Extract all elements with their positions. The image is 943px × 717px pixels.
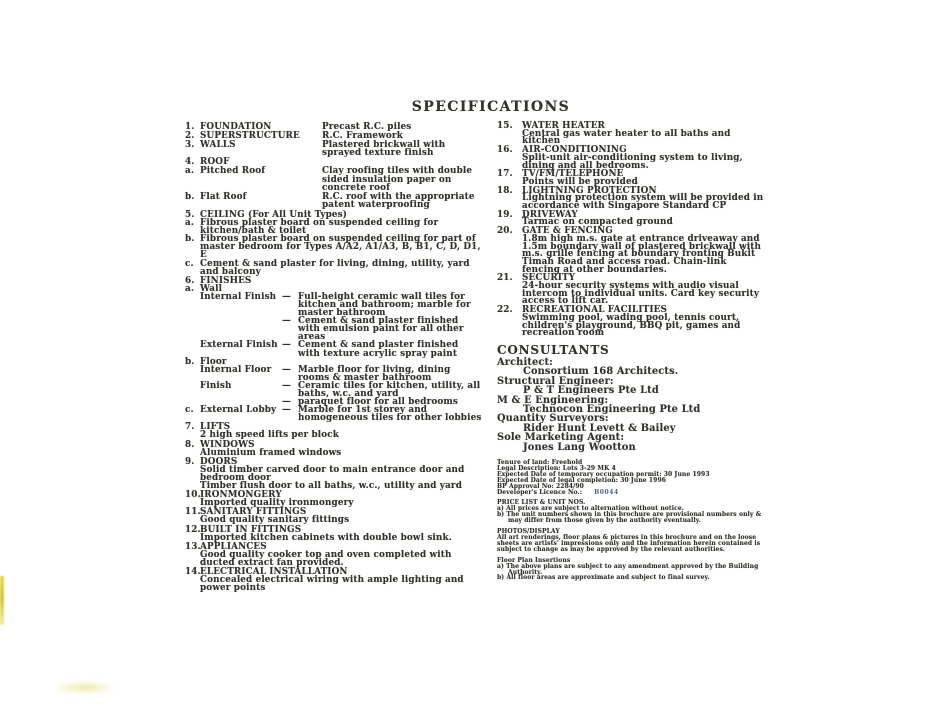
item-label: GATE & FENCING [522, 226, 613, 237]
item-number: 16. [497, 145, 513, 156]
legal-fine-print [497, 460, 767, 581]
spec-item-flat-roof [185, 193, 483, 209]
item-label: BUILT IN FITTINGS [200, 524, 302, 535]
sub-letter: a. [185, 283, 195, 294]
licence-number-stamp: B0044 [594, 488, 619, 496]
item-label: APPLIANCES [200, 541, 267, 552]
finish-desc: Cement & sand plaster finished with texture acrylic spray paint [298, 340, 459, 359]
spec-item-appliances [185, 543, 483, 567]
dash: — [282, 364, 291, 375]
price-note-b: b) The unit numbers shown in this brochure are provisional numbers only & may differ from those given by the authority eventually. [497, 511, 762, 525]
consultant-role: Structural Engineer: [497, 375, 614, 387]
spec-item-water-heater [497, 123, 767, 146]
spec-item-finishes [185, 277, 483, 423]
licence-line [497, 490, 767, 496]
sub-text: Floor [200, 356, 227, 367]
item-label: WATER HEATER [522, 121, 606, 131]
spec-item-security [497, 275, 767, 306]
tenure-line: Tenure of land: Freehold [497, 459, 583, 467]
item-label: LIGHTNING PROTECTION [522, 185, 657, 196]
finish-desc: Ceramic tiles for kitchen, utility, all baths, w.c. and yard [298, 380, 481, 399]
item-label: RECREATIONAL FACILITIES [522, 305, 667, 316]
finish-desc: Marble for 1st storey and homogeneous tiles for other lobbies [298, 405, 482, 424]
sub-letter: c. [185, 258, 194, 269]
item-desc: 1.8m high m.s. gate at entrance driveaway and 1.5m boundary wall of plastered brickwall with m.s. grille fencing at boundary fronting Bukit Timah Road and access road. Chain-link fencing at other boundaries. [522, 233, 761, 275]
finish-row-external-lobby [185, 406, 483, 422]
spec-item-built-in-fittings [185, 526, 483, 542]
page-title: SPECIFICATIONS [411, 99, 571, 115]
spec-item-recreational-facilities [497, 307, 767, 338]
item-number: 5. [185, 209, 195, 220]
item-desc: Plastered brickwall with sprayed texture finish [322, 140, 446, 159]
finish-row-external-wall [185, 341, 483, 357]
item-label: SECURITY [522, 273, 576, 284]
item-number: 19. [497, 209, 513, 220]
floor-plan-note-b: b) All floor areas are approximate and subject to final survey. [497, 574, 710, 582]
finish-desc: Marble floor for living, dining rooms & master bathroom [298, 364, 451, 383]
consultant-role: Quantity Surveyors: [497, 413, 609, 425]
item-label: SUPERSTRUCTURE [200, 131, 300, 142]
item-desc: Aluminium framed windows [200, 447, 342, 458]
item-number: 2. [185, 131, 195, 142]
finish-desc: Cement & sand plaster finished with emulsion paint for all other areas [298, 316, 464, 343]
item-desc: Central gas water heater to all baths and kitchen [522, 128, 731, 147]
spec-list-right [497, 123, 767, 581]
item-number: 8. [185, 439, 195, 450]
finish-row-internal-wall [185, 293, 483, 317]
item-number: b. [185, 191, 195, 202]
scan-edge-artifact [0, 576, 4, 625]
item-label: FOUNDATION [200, 122, 272, 132]
floor-plan-heading: Floor Plan Insertions [497, 556, 571, 564]
dash: — [282, 316, 291, 327]
item-desc: Imported kitchen cabinets with double bowl sink. [200, 532, 452, 543]
item-desc: R.C. roof with the appropriate patent waterproofing [322, 191, 475, 210]
dash: — [282, 291, 291, 302]
item-number: 17. [497, 169, 513, 180]
spec-item-ironmongery [185, 491, 483, 507]
item-desc: Tarmac on compacted ground [522, 217, 673, 228]
spec-item-lifts [185, 423, 483, 439]
floor-plan-note-a: a) The above plans are subject to any amendment approved by the Building Authority. [497, 562, 759, 576]
spec-item-pitched-roof [185, 167, 483, 191]
item-label: IRONMONGERY [200, 490, 282, 501]
consultant-entry [497, 414, 767, 433]
finish-term: Internal Floor [200, 364, 272, 375]
sub-text: Fibrous plaster board on suspended ceiling for part of master bedroom for Types A/A2, A1/A3, B, B1, C, D, D1, E [200, 234, 481, 261]
spec-item-sanitary-fittings [185, 508, 483, 524]
consultant-entry [497, 358, 767, 377]
consultant-name: Consortium 168 Architects. [523, 366, 679, 378]
item-number: 14. [185, 566, 201, 577]
item-desc: Imported quality ironmongery [200, 498, 354, 509]
item-number: 10. [185, 490, 201, 501]
item-desc: Precast R.C. piles [322, 122, 412, 132]
top-permit-line: Expected Date of temporary occupation permit: 30 June 1993 [497, 470, 710, 478]
sub-letter: a. [185, 218, 195, 229]
item-number: 1. [185, 122, 195, 132]
consultant-role: Sole Marketing Agent: [497, 432, 625, 444]
photos-heading: PHOTOS/DISPLAY [497, 528, 560, 536]
item-number: 11. [185, 507, 201, 518]
sub-letter: b. [185, 234, 195, 245]
item-label: FINISHES [200, 275, 252, 286]
price-list-block [497, 500, 767, 524]
dash: — [282, 340, 291, 351]
item-label: ROOF [200, 157, 230, 168]
finish-term: External Lobby [200, 405, 277, 416]
price-note-a: a) All prices are subject to alternation without notice. [497, 505, 684, 513]
consultant-name: P & T Engineers Pte Ltd [523, 385, 659, 397]
dash: — [282, 397, 291, 408]
item-number: 7. [185, 422, 195, 433]
spec-item-electrical-installation [185, 568, 483, 592]
finish-term [200, 317, 282, 341]
item-desc: 2 high speed lifts per block [200, 430, 340, 441]
finish-row-wall-2 [185, 317, 483, 341]
item-label: AIR-CONDITIONING [522, 145, 627, 156]
consultant-name: Rider Hunt Levett & Bailey [523, 422, 676, 434]
spec-item-lightning-protection [497, 185, 767, 212]
finish-term: Finish [200, 380, 232, 391]
item-number: 6. [185, 275, 195, 286]
finish-term: Internal Finish [200, 291, 277, 302]
consultant-name: Jones Lang Wootton [523, 441, 636, 453]
item-desc: Concealed electrical wiring with ample lighting and power points [200, 575, 464, 594]
spec-list-left [185, 123, 483, 593]
finish-row-floor-finish [185, 382, 483, 398]
spec-item-tv-fm-telephone [497, 171, 767, 186]
price-list-heading: PRICE LIST & UNIT NOS. [497, 499, 586, 507]
item-desc: R.C. Framework [322, 131, 403, 142]
dash: — [282, 405, 291, 416]
item-label: DRIVEWAY [522, 209, 578, 220]
sub-text: Cement & sand plaster for living, dining, utility, yard and balcony [200, 258, 470, 277]
item-number: 3. [185, 140, 195, 151]
spec-item-driveway [497, 209, 767, 228]
dash: — [282, 380, 291, 391]
sub-letter: c. [185, 405, 194, 416]
spec-item-air-conditioning [497, 147, 767, 170]
photos-display-block [497, 529, 767, 553]
legal-description-line: Legal Description: Lots 3-29 MK 4 [497, 464, 616, 472]
item-desc: Clay roofing tiles with double sided insulation paper on concrete roof [322, 166, 473, 193]
spec-item-foundation [185, 123, 483, 131]
spec-item-superstructure [185, 132, 483, 140]
finish-desc: paraquet floor for all bedrooms [298, 397, 458, 408]
item-number: 13. [185, 541, 201, 552]
item-number: 18. [497, 185, 513, 196]
bp-approval-line: BP Approval No: 2284/90 [497, 482, 584, 490]
item-number: 22. [497, 305, 513, 316]
item-desc: Solid timber carved door to main entrance door and bedroom door [200, 464, 465, 483]
spec-item-doors [185, 458, 483, 490]
consultant-entry [497, 396, 767, 415]
scan-smudge-artifact [52, 681, 118, 694]
consultant-role: Architect: [497, 356, 553, 368]
item-label: TV/FM/TELEPHONE [522, 169, 624, 180]
consultant-name: Technocon Engineering Pte Ltd [523, 404, 701, 416]
item-label: ELECTRICAL INSTALLATION [200, 566, 348, 577]
item-number: 20. [497, 226, 513, 237]
spec-item-windows [185, 441, 483, 457]
item-number: 12. [185, 524, 201, 535]
item-desc: Good quality cooker top and oven completed with ducted extract fan provided. [200, 549, 452, 568]
spec-item-gate-fencing [497, 228, 767, 274]
completion-line: Expected Date of legal completion: 30 June 1996 [497, 476, 666, 484]
consultants-section [497, 344, 767, 452]
item-desc: Good quality sanitary fittings [200, 515, 350, 526]
spec-item-walls [185, 141, 483, 157]
item-desc: Split-unit air-conditioning system to living, dining and all bedrooms. [522, 152, 743, 171]
sub-text: Wall [200, 283, 223, 294]
finish-term: External Finish [200, 340, 278, 351]
consultant-role: M & E Engineering: [497, 394, 609, 406]
item-desc: Lightning protection system will be provided in accordance with Singapore Standard CP [522, 193, 764, 212]
item-label: WALLS [200, 140, 236, 151]
item-desc: Swimming pool, wading pool, tennis court, children's playground, BBQ pit, games and recreation room [522, 312, 741, 339]
item-desc: 24-hour security systems with audio visual intercom to individual units. Card key security access to lift car. [522, 281, 760, 307]
item-desc: Timber flush door to all baths, w.c., utility and yard [200, 481, 463, 492]
item-label: SANITARY FITTINGS [200, 507, 307, 518]
item-number: a. [185, 166, 195, 177]
item-label: WINDOWS [200, 439, 255, 450]
item-label: LIFTS [200, 422, 231, 433]
item-number: 15. [497, 121, 513, 131]
finish-desc: Full-height ceramic wall tiles for kitchen and bathroom; marble for master bathroom [298, 291, 471, 319]
sub-text: Fibrous plaster board on suspended ceiling for kitchen/bath & toilet [200, 218, 439, 237]
item-label: DOORS [200, 456, 238, 467]
item-number: 4. [185, 157, 195, 168]
item-label: CEILING (For All Unit Types) [200, 209, 348, 220]
sub-letter: b. [185, 356, 195, 367]
item-label: Flat Roof [200, 191, 247, 202]
consultant-entry [497, 433, 767, 452]
consultants-heading: CONSULTANTS [497, 342, 610, 357]
item-label: Pitched Roof [200, 166, 266, 177]
finish-row-internal-floor [185, 366, 483, 382]
licence-label: Developer's Licence No.: [497, 488, 583, 496]
item-number: 21. [497, 273, 513, 284]
floor-plan-insertions-block [497, 558, 767, 582]
spec-item-ceiling [185, 211, 483, 276]
item-number: 9. [185, 456, 195, 467]
consultant-entry [497, 377, 767, 396]
item-desc: Points will be provided [522, 176, 638, 187]
photos-body: All art renderings, floor plans & pictures in this brochure and on the loose sheets are artists' impressions only and the information herein contained is subject to change as may be approved by the relevant authorities. [497, 534, 761, 553]
